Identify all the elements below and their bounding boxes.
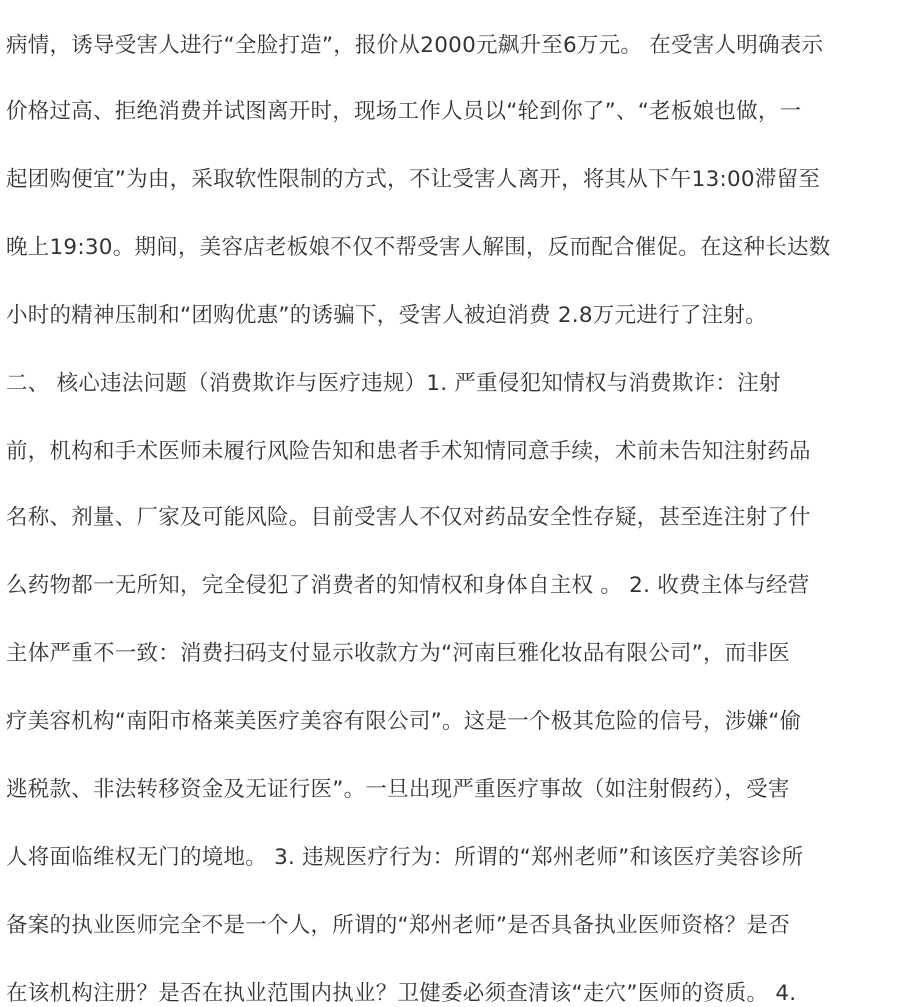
paragraph-line: 病情，诱导受害人进行“全脸打造”，报价从2000元飙升至6万元。 在受害人明确表示 xyxy=(6,33,824,58)
paragraph-line: 备案的执业医师完全不是一个人，所谓的“郑州老师”是否具备执业医师资格？是否 xyxy=(6,913,791,938)
paragraph-line: 起团购便宜”为由，采取软性限制的方式，不让受害人离开，将其从下午13:00滞留至 xyxy=(6,167,821,192)
paragraph-line: 人将面临维权无门的境地。 3. 违规医疗行为：所谓的“郑州老师”和该医疗美容诊所 xyxy=(6,845,804,870)
paragraph-line: 名称、剂量、厂家及可能风险。目前受害人不仅对药品安全性存疑，甚至连注射了什 xyxy=(6,505,811,530)
paragraph-line: 么药物都一无所知，完全侵犯了消费者的知情权和身体自主权 。 2. 收费主体与经营 xyxy=(6,573,810,598)
article-body xyxy=(6,0,906,1007)
paragraph-line: 价格过高、拒绝消费并试图离开时，现场工作人员以“轮到你了”、“老板娘也做，一 xyxy=(6,99,802,124)
paragraph-line: 小时的精神压制和“团购优惠”的诱骗下，受害人被迫消费 2.8万元进行了注射。 xyxy=(6,303,767,328)
section-heading-line: 二、 核心违法问题（消费欺诈与医疗违规）1. 严重侵犯知情权与消费欺诈：注射 xyxy=(6,371,781,396)
paragraph-line: 逃税款、非法转移资金及无证行医”。一旦出现严重医疗事故（如注射假药），受害 xyxy=(6,777,790,802)
paragraph-line: 晚上19:30。期间，美容店老板娘不仅不帮受害人解围，反而配合催促。在这种长达数 xyxy=(6,235,831,260)
paragraph-line: 前，机构和手术医师未履行风险告知和患者手术知情同意手续，术前未告知注射药品 xyxy=(6,439,811,464)
paragraph-line: 疗美容机构“南阳市格莱美医疗美容有限公司”。这是一个极其危险的信号，涉嫌“偷 xyxy=(6,709,802,734)
paragraph-line: 在该机构注册？是否在执业范围内执业？卫健委必须查清该“走穴”医师的资质。 4. xyxy=(6,981,797,1006)
paragraph-line: 主体严重不一致：消费扫码支付显示收款方为“河南巨雅化妆品有限公司”，而非医 xyxy=(6,641,791,666)
